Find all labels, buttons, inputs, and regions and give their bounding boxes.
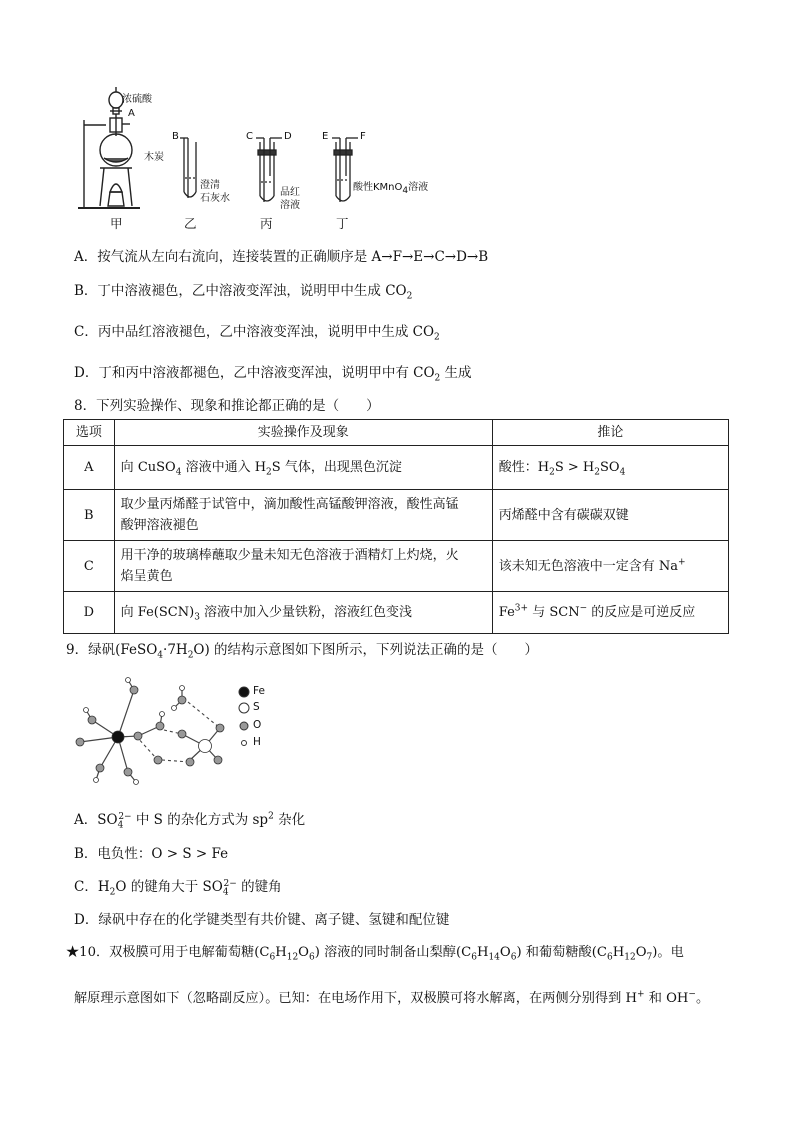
atom-h (134, 780, 139, 785)
label-limewater-1: 澄清 (200, 180, 220, 191)
q10-stem-line-1: ★10．双极膜可用于电解葡萄糖$(C_6H_{12}O_6)$ 溶液的同时制备山梨醇$(C_6H_{14}O_6)$ 和葡萄糖酸$(C_6H_{12}O_7)$。电 (66, 945, 684, 963)
atom-o (124, 768, 132, 776)
row-inference: 该未知无色溶液中一定含有 Na+ (492, 541, 728, 592)
label-charcoal: 木炭 (144, 152, 164, 163)
row-inference: 丙烯醛中含有碳碳双键 (492, 490, 728, 541)
q9-option-a: A．$SO_4^{2-}$ 中 S 的杂化方式为 $sp^2$ 杂化 (74, 811, 306, 831)
apparatus-bing-drawing (256, 138, 282, 202)
legend-fe-marker (239, 687, 249, 697)
atom-o (156, 722, 164, 730)
atom-h (94, 778, 99, 783)
label-pinkred-2: 溶液 (280, 200, 300, 211)
q10-stem-line-2: 解原理示意图如下（忽略副反应）。已知：在电场作用下，双极膜可将水解离，在两侧分别得到 H+ 和 OH−。 (74, 989, 710, 1006)
legend-h-marker (242, 741, 247, 746)
label-f: F (360, 131, 366, 142)
atom-o (214, 756, 222, 764)
legend-s-label: S (253, 701, 260, 713)
atom-h (84, 708, 89, 713)
header-operation: 实验操作及现象 (114, 420, 492, 446)
row-operation: 向 $Fe(SCN)_3$ 溶液中加入少量铁粉，溶液红色变浅 (114, 592, 492, 634)
label-d: D (284, 131, 292, 142)
table-row (64, 446, 729, 490)
header-inference: 推论 (492, 420, 728, 446)
legend-h-label: H (253, 736, 261, 748)
row-inference: $Fe^{3+}$ 与 SCN− 的反应是可逆反应 (492, 592, 728, 634)
legend-o-marker (240, 722, 248, 730)
label-b: B (172, 131, 179, 142)
legend-s-marker (239, 703, 249, 713)
label-concentrated-sulfuric-acid: 浓硫酸 (122, 94, 152, 105)
atom-o (178, 730, 186, 738)
atom-o (154, 756, 162, 764)
legend-fe-label: Fe (253, 685, 265, 697)
row-option: C (64, 541, 115, 592)
header-option: 选项 (64, 420, 115, 446)
q7-option-a: A．按气流从左向右流向，连接装置的正确顺序是 A→F→E→C→D→B (74, 249, 489, 265)
row-inference: 酸性：$H_2S > H_2SO_4$ (492, 446, 728, 490)
atom-h (160, 712, 165, 717)
legend-o-label: O (253, 719, 262, 731)
atom-o (130, 686, 138, 694)
label-a: A (128, 108, 135, 119)
atom-o (178, 696, 186, 704)
atom-o (88, 716, 96, 724)
apparatus-yi-drawing (180, 138, 196, 198)
q9-option-b: B．电负性：O > S > Fe (74, 846, 229, 862)
label-e: E (322, 131, 329, 142)
atom-h (126, 678, 131, 683)
atom-o (216, 724, 224, 732)
green-vitriol-structure-figure (70, 676, 280, 791)
row-option: D (64, 592, 115, 634)
q9-option-c: C．$H_2O$ 的键角大于 $SO_4^{2-}$ 的键角 (74, 878, 282, 898)
structure-diagram (70, 676, 280, 791)
apparatus-figure (70, 80, 450, 230)
atom-fe (112, 731, 124, 743)
row-option: B (64, 490, 115, 541)
label-acidic-kmno4: 酸性KMnO$_4$溶液 (353, 182, 429, 196)
label-pinkred-1: 品红 (280, 187, 300, 198)
apparatus-jia-drawing (78, 87, 140, 208)
table-row (64, 592, 729, 634)
atom-o (134, 732, 142, 740)
table-row (64, 490, 729, 541)
row-operation: 取少量丙烯醛于试管中，滴加酸性高锰酸钾溶液，酸性高锰 酸钾溶液褪色 (114, 490, 492, 541)
q7-option-b: B．丁中溶液褪色，乙中溶液变浑浊，说明甲中生成 $CO_2$ (74, 283, 413, 302)
label-limewater-2: 石灰水 (200, 193, 230, 204)
atom-h (180, 686, 185, 691)
name-ding: 丁 (336, 216, 349, 231)
q7-option-d: D．丁和丙中溶液都褪色，乙中溶液变浑浊，说明甲中有 $CO_2$ 生成 (74, 365, 472, 384)
row-operation: 用干净的玻璃棒蘸取少量未知无色溶液于酒精灯上灼烧，火 焰呈黄色 (114, 541, 492, 592)
q7-option-c: C．丙中品红溶液褪色，乙中溶液变浑浊，说明甲中生成 $CO_2$ (74, 324, 440, 343)
q9-option-d: D．绿矾中存在的化学键类型有共价键、离子键、氢键和配位键 (74, 912, 450, 928)
q8-stem: 8．下列实验操作、现象和推论都正确的是（ ） (74, 398, 380, 414)
atom-o (76, 738, 84, 746)
atom-s (199, 740, 212, 753)
name-bing: 丙 (260, 216, 273, 231)
name-jia: 甲 (110, 216, 123, 231)
q9-stem: 9．绿矾$(FeSO_4\cdot 7H_2O)$ 的结构示意图如下图所示，下列说法正确的是（ ） (66, 642, 539, 661)
row-option: A (64, 446, 115, 490)
atom-o (96, 764, 104, 772)
q8-table (63, 419, 729, 634)
table-header-row (64, 420, 729, 446)
name-yi: 乙 (184, 216, 197, 231)
table-row (64, 541, 729, 592)
atom-o (186, 758, 194, 766)
label-c: C (246, 131, 253, 142)
row-operation: 向 CuSO$_4$ 溶液中通入 $H_2S$ 气体，出现黑色沉淀 (114, 446, 492, 490)
atom-h (172, 706, 177, 711)
